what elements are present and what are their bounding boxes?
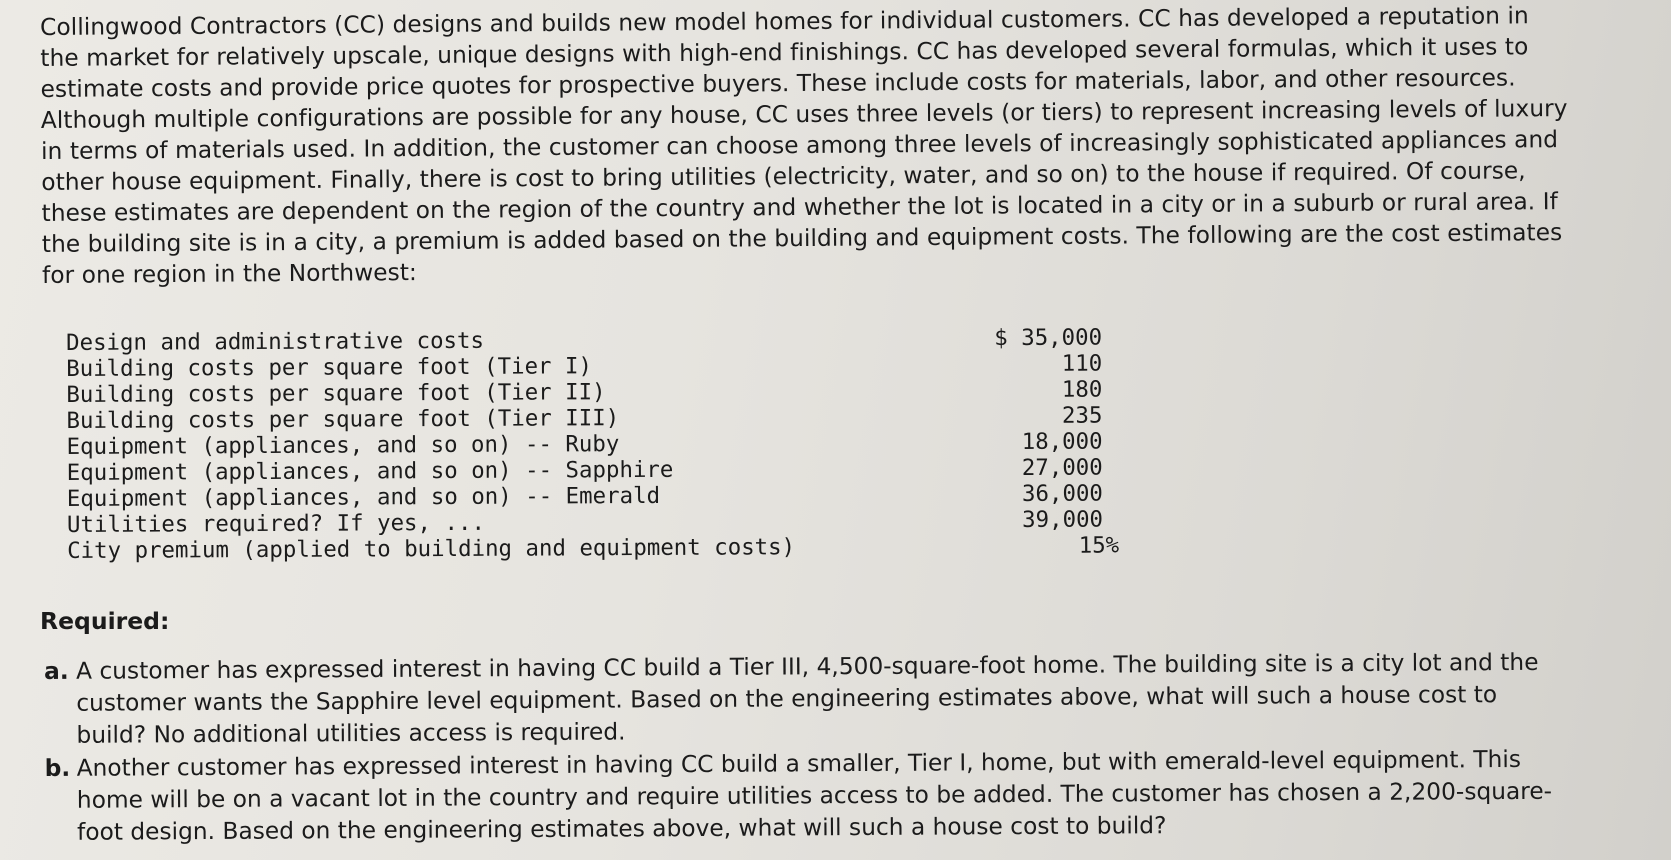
cost-label: Equipment (appliances, and so on) -- Sapphire	[66, 456, 674, 486]
cost-value: 36,000	[1021, 480, 1103, 507]
cost-row	[67, 532, 1127, 564]
intro-line: estimate costs and provide price quotes for prospective buyers. These include costs for materials, labor, and other resources.	[40, 64, 1516, 103]
question-a	[44, 646, 1645, 752]
cost-label: Building costs per square foot (Tier III)	[66, 405, 620, 434]
question-line: foot design. Based on the engineering estimates above, what will such a house cost to build?	[76, 812, 1167, 846]
question-marker: a.	[44, 657, 69, 685]
cost-label: Utilities required? If yes, ...	[66, 509, 485, 538]
intro-paragraph	[40, 0, 1642, 291]
intro-line: the market for relatively upscale, unique designs with high-end finishings. CC has developed several formulas, which it uses to	[40, 33, 1529, 72]
question-b	[45, 743, 1646, 849]
cost-value: 39,000	[1022, 506, 1104, 533]
intro-line: other house equipment. Finally, there is cost to bring utilities (electricity, water, and so on) to the house if required. Of course,	[41, 157, 1526, 196]
cost-label: Building costs per square foot (Tier I)	[66, 353, 592, 382]
intro-line: the building site is in a city, a premium is added based on the building and equipment costs. The following are the cost estimates	[41, 219, 1563, 258]
cost-label: Design and administrative costs	[66, 327, 485, 356]
question-marker: b.	[44, 754, 71, 782]
question-line: build? No additional utilities access is required.	[76, 718, 626, 749]
question-line: A customer has expressed interest in having CC build a Tier III, 4,500-square-foot home. The building site is a city lot and the	[76, 648, 1539, 685]
intro-line: for one region in the Northwest:	[41, 259, 417, 289]
cost-label: City premium (applied to building and equipment costs)	[67, 534, 796, 564]
cost-label: Equipment (appliances, and so on) -- Emerald	[66, 482, 661, 512]
cost-value: 18,000	[1021, 428, 1103, 455]
question-line: home will be on a vacant lot in the country and require utilities access to be added. The customer has chosen a 2,200-square-	[76, 777, 1553, 814]
question-line: Another customer has expressed interest in having CC build a smaller, Tier I, home, but with emerald-level equipment. This	[76, 745, 1522, 782]
intro-line: these estimates are dependent on the region of the country and whether the lot is located in a city or in a suburb or rural area. If	[41, 188, 1558, 227]
intro-line: in terms of materials used. In addition, the customer can choose among three levels of increasingly sophisticated appliances and	[40, 126, 1559, 165]
questions-list	[44, 646, 1645, 850]
cost-estimates-table	[66, 324, 1127, 564]
cost-label: Equipment (appliances, and so on) -- Ruby	[66, 431, 620, 460]
intro-line: Although multiple configurations are possible for any house, CC uses three levels (or tiers) to represent increasing levels of luxury	[40, 95, 1568, 134]
cost-value: $ 35,000	[994, 324, 1103, 352]
cost-value: 15%	[1078, 532, 1120, 559]
cost-value: 235	[1061, 402, 1103, 429]
cost-value: 180	[1061, 376, 1103, 403]
required-heading: Required:	[40, 607, 170, 635]
cost-value: 27,000	[1021, 454, 1103, 481]
question-line: customer wants the Sapphire level equipment. Based on the engineering estimates above, what will such a house cost to	[76, 681, 1498, 717]
intro-line: Collingwood Contractors (CC) designs and builds new model homes for individual customers. CC has developed a reputation in	[40, 2, 1529, 41]
cost-value: 110	[1061, 350, 1103, 377]
cost-label: Building costs per square foot (Tier II)	[66, 379, 606, 408]
